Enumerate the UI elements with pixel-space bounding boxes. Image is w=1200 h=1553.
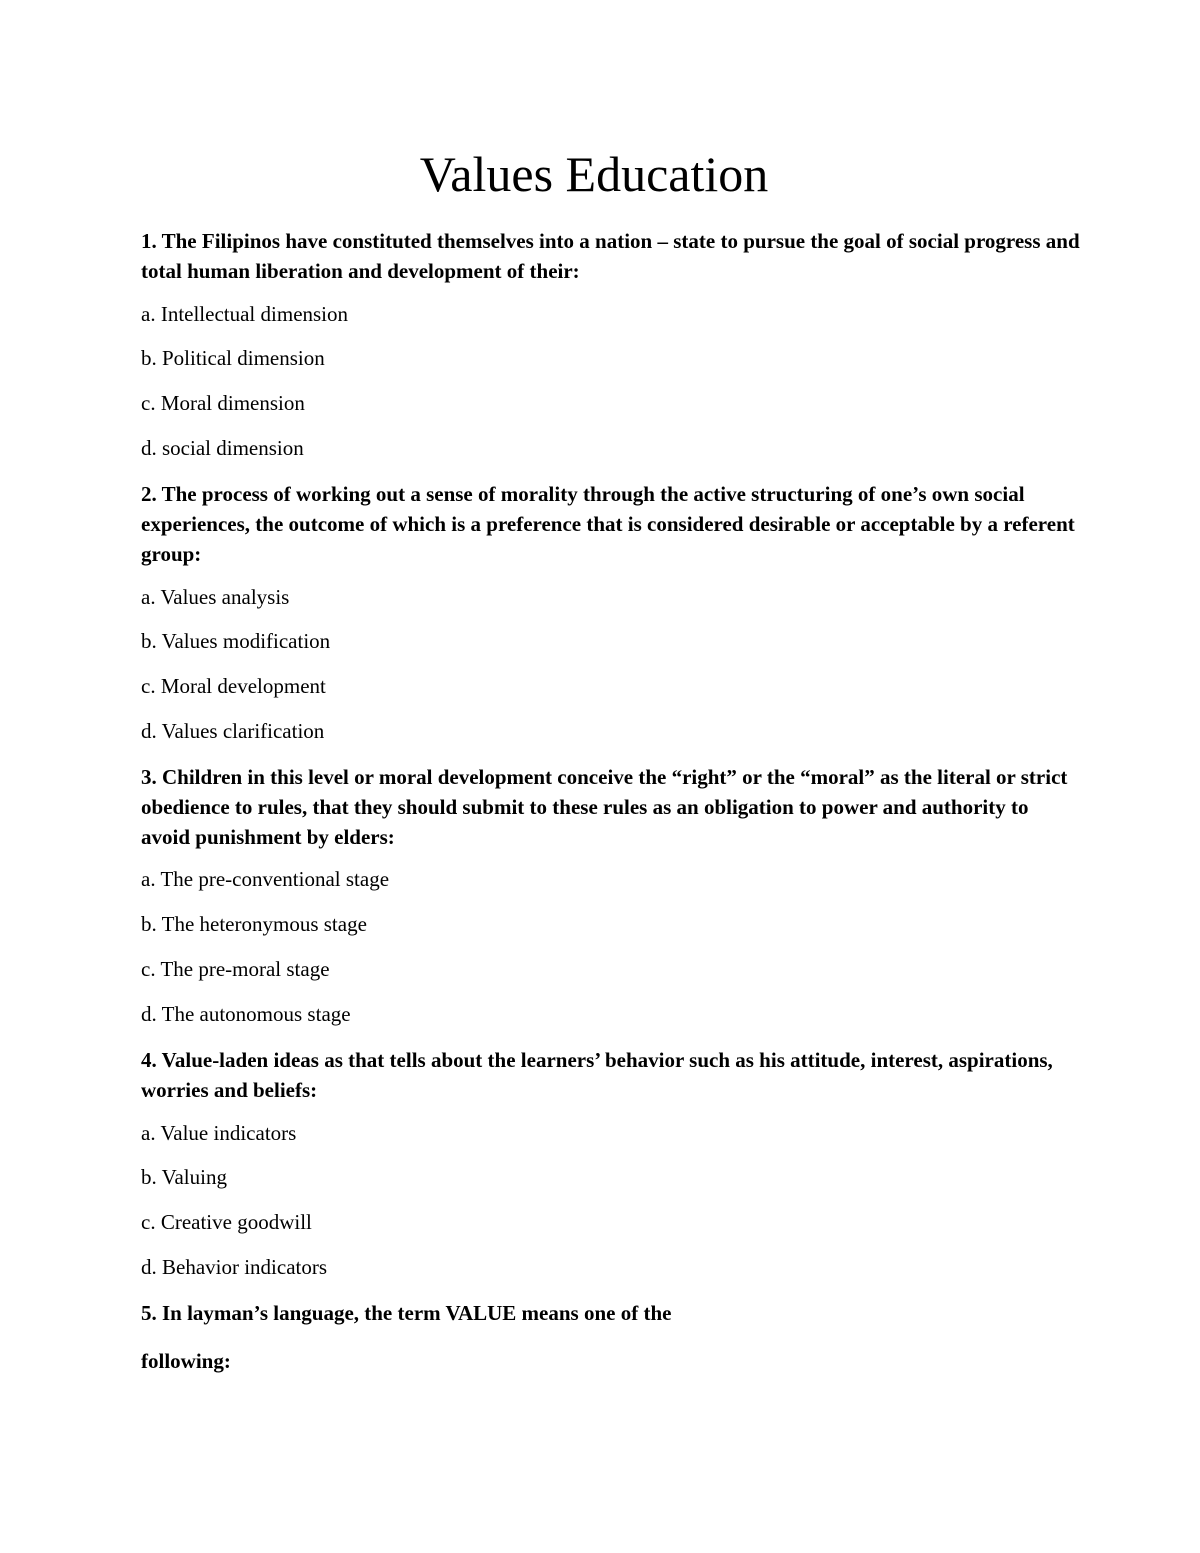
question-2-option-b: b. Values modification <box>141 629 331 653</box>
question-1-option-a: a. Intellectual dimension <box>141 302 349 326</box>
question-3-option-b: b. The heteronymous stage <box>141 912 367 936</box>
question-3-option-c: c. The pre-moral stage <box>141 957 330 981</box>
question-5-stem-line-1: 5. In layman’s language, the term VALUE means one of the <box>141 1301 672 1325</box>
question-1-stem: 1. The Filipinos have constituted themselves into a nation – state to pursue the goal of social progress and total human liberation and development of their: <box>141 229 1080 283</box>
page-title: Values Education <box>419 146 769 202</box>
question-4-stem: 4. Value-laden ideas as that tells about the learners’ behavior such as his attitude, interest, aspirations, worries and beliefs: <box>141 1048 1053 1102</box>
question-2-option-a: a. Values analysis <box>141 585 290 609</box>
question-1-option-b: b. Political dimension <box>141 346 325 370</box>
question-4-option-d: d. Behavior indicators <box>141 1255 328 1279</box>
question-3-option-d: d. The autonomous stage <box>141 1002 351 1026</box>
question-2-stem: 2. The process of working out a sense of morality through the active structuring of one’s own social experiences, the outcome of which is a preference that is considered desirable or acceptable by a referent group: <box>141 482 1075 566</box>
question-1-option-d: d. social dimension <box>141 436 304 460</box>
question-4-option-b: b. Valuing <box>141 1165 227 1189</box>
question-4-option-a: a. Value indicators <box>141 1121 297 1145</box>
question-1-option-c: c. Moral dimension <box>141 391 305 415</box>
question-4-option-c: c. Creative goodwill <box>141 1210 312 1234</box>
question-2-option-d: d. Values clarification <box>141 719 325 743</box>
question-3-stem: 3. Children in this level or moral development conceive the “right” or the “moral” as the literal or strict obedience to rules, that they should submit to these rules as an obligation to power and authority to avoid punishment by elders: <box>141 765 1068 849</box>
question-5-stem-line-2: following: <box>141 1349 231 1373</box>
question-2-option-c: c. Moral development <box>141 674 326 698</box>
question-3-option-a: a. The pre-conventional stage <box>141 867 390 891</box>
